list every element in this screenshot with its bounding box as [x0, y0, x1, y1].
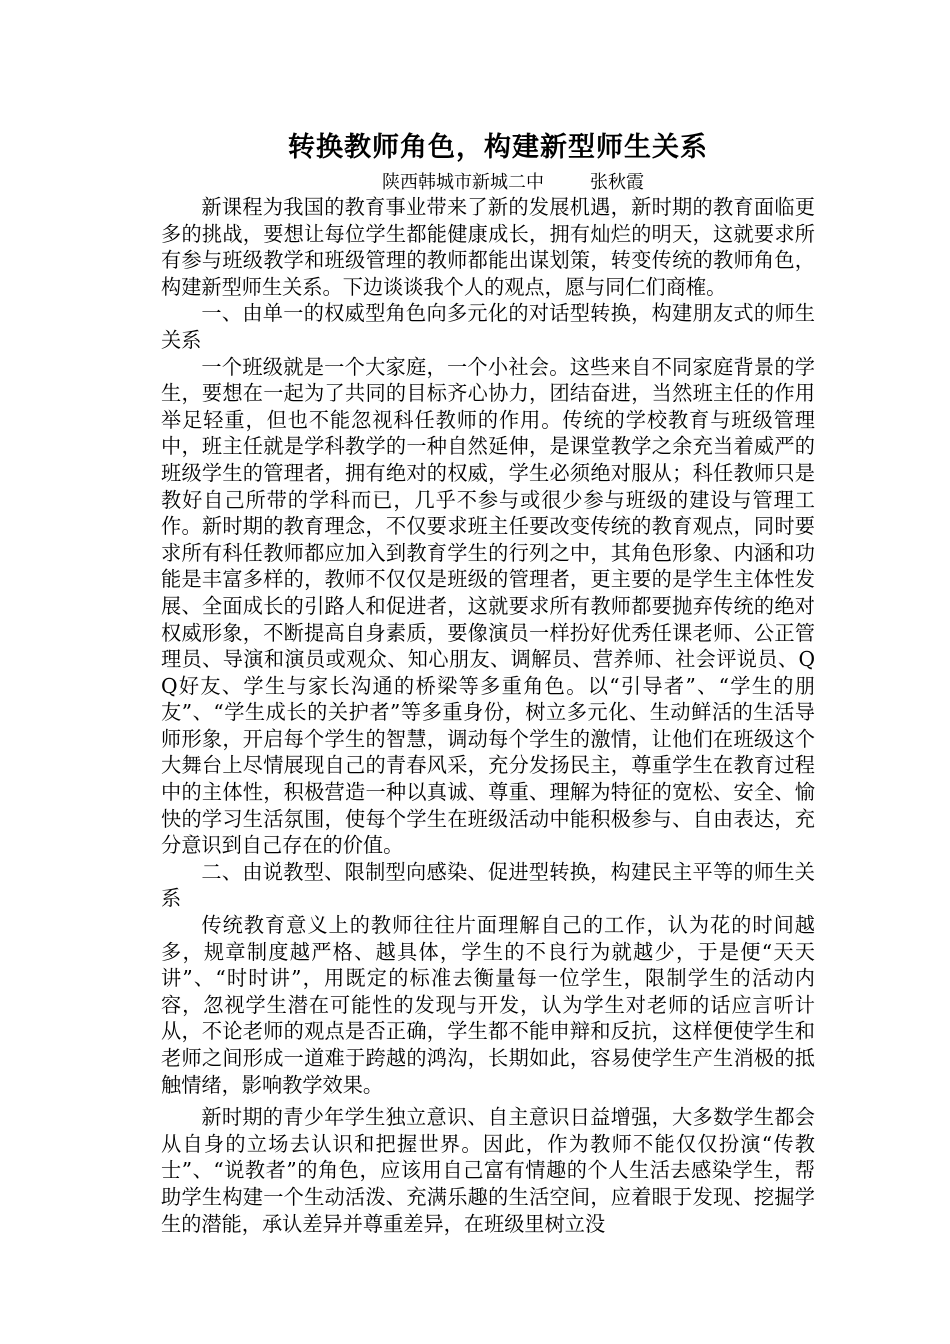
- byline-author: 张秋霞: [590, 172, 644, 193]
- byline: [161, 172, 815, 194]
- section-heading-2: 二、由说教型、限制型向感染、促进型转换，构建民主平等的师生关系: [161, 859, 815, 911]
- document-title: 转换教师角色，构建新型师生关系: [288, 132, 708, 163]
- byline-school: 陕西韩城市新城二中: [382, 172, 544, 193]
- paragraph-intro: 新课程为我国的教育事业带来了新的发展机遇，新时期的教育面临更多的挑战，要想让每位学生都能健康成长，拥有灿烂的明天，这就要求所有参与班级教学和班级管理的教师都能出谋划策，转变传统的教师角色，构建新型师生关系。下边谈谈我个人的观点，愿与同仁们商榷。: [161, 195, 815, 299]
- paragraph-section-2a: 传统教育意义上的教师往往片面理解自己的工作，认为花的时间越多，规章制度越严格、越具体，学生的不良行为就越少，于是便“天天讲”、“时时讲”，用既定的标准去衡量每一位学生，限制学生的活动内容，忽视学生潜在可能性的发现与开发，认为学生对老师的话应言听计从，不论老师的观点是否正确，学生都不能申辩和反抗，这样便使学生和老师之间形成一道难于跨越的鸿沟，长期如此，容易使学生产生消极的抵触情绪，影响教学效果。: [161, 913, 815, 1097]
- section-heading-1: 一、由单一的权威型角色向多元化的对话型转换，构建朋友式的师生关系: [161, 301, 815, 352]
- paragraph-section-1: 一个班级就是一个大家庭，一个小社会。这些来自不同家庭背景的学生，要想在一起为了共同的目标齐心协力，团结奋进，当然班主任的作用举足轻重，但也不能忽视科任教师的作用。传统的学校教育与班级管理中，班主任就是学科教学的一种自然延伸，是课堂教学之余充当着威严的班级学生的管理者，拥有绝对的权威，学生必须绝对服从；科任教师只是教好自己所带的学科而已，几乎不参与或很少参与班级的建设与管理工作。新时期的教育理念，不仅要求班主任要改变传统的教育观点，同时要求所有科任教师都应加入到教育学生的行列之中，其角色形象、内涵和功能是丰富多样的，教师不仅仅是班级的管理者，更主要的是学生主体性发展、全面成长的引路人和促进者，这就要求所有教师都要抛弃传统的绝对权威形象，不断提高自身素质，要像演员一样扮好优秀任课老师、公正管理员、导演和演员或观众、知心朋友、调解员、营养师、社会评说员、QQ好友、学生与家长沟通的桥梁等多重角色。以“引导者”、“学生的朋友”、“学生成长的关护者”等多重身份，树立多元化、生动鲜活的生活导师形象，开启每个学生的智慧，调动每个学生的激情，让他们在班级这个大舞台上尽情展现自己的青春风采，充分发扬民主，尊重学生在教育过程中的主体性，积极营造一种以真诚、尊重、理解为特征的宽松、安全、愉快的学习生活氛围，使每个学生在班级活动中能积极参与、自由表达，充分意识到自己存在的价值。: [161, 354, 815, 858]
- document-page: [161, 126, 815, 1237]
- paragraph-section-2b: 新时期的青少年学生独立意识、自主意识日益增强，大多数学生都会从自身的立场去认识和把握世界。因此，作为教师不能仅仅扮演“传教士”、“说教者”的角色，应该用自己富有情趣的个人生活去感染学生，帮助学生构建一个生动活泼、充满乐趣的生活空间，应着眼于发现、挖掘学生的潜能，承认差异并尊重差异，在班级里树立没: [161, 1105, 815, 1236]
